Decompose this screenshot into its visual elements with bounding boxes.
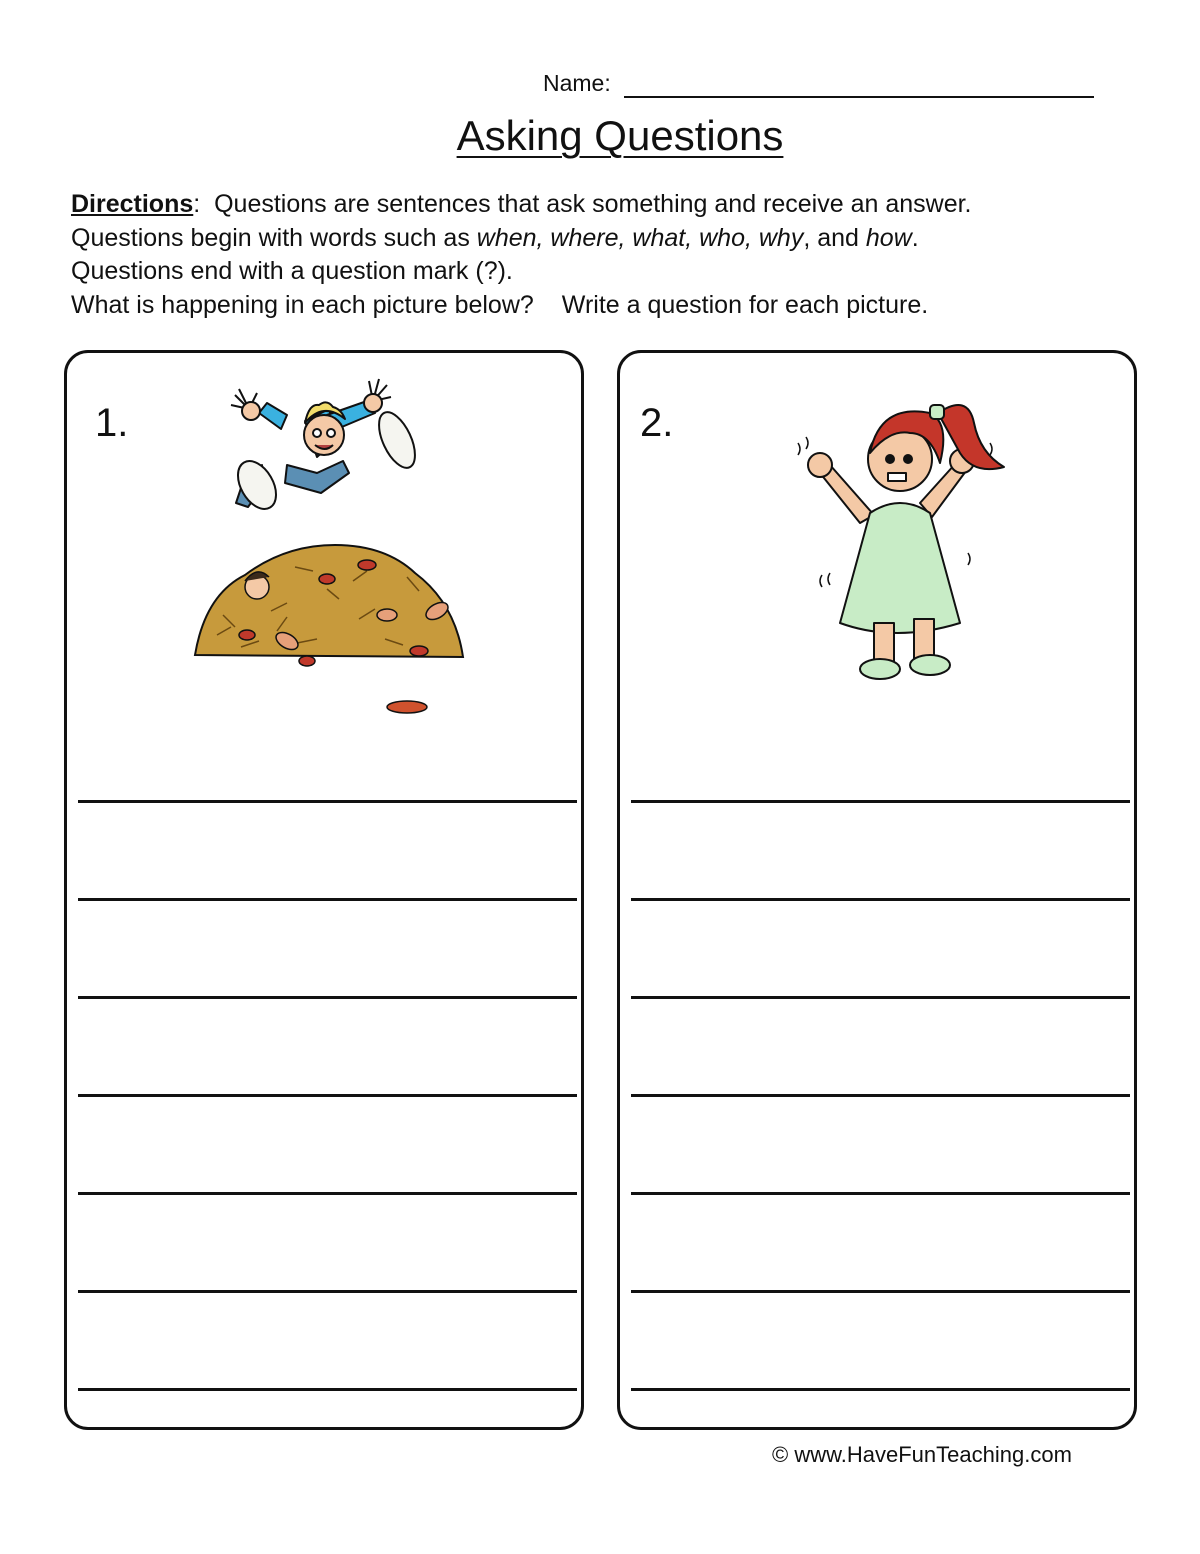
girl-waving-illustration	[790, 383, 1020, 683]
copyright-footer: © www.HaveFunTeaching.com	[772, 1442, 1072, 1467]
answer-line[interactable]	[78, 1094, 577, 1097]
directions-line-4	[71, 289, 972, 323]
answer-line[interactable]	[78, 1192, 577, 1195]
panel-number: 2.	[640, 401, 674, 445]
directions-text-4b: Write a question for each picture.	[561, 290, 929, 319]
directions-line-2: Questions begin with words such as when, where, what, who, why, and how.	[71, 223, 919, 252]
answer-line[interactable]	[78, 996, 577, 999]
answer-line[interactable]	[631, 800, 1130, 803]
name-write-line[interactable]	[624, 96, 1094, 98]
directions-block	[71, 188, 972, 322]
page-title: Asking Questions	[456, 112, 784, 159]
name-label: Name:	[543, 70, 611, 96]
question-panel-2	[617, 350, 1137, 1430]
answer-line[interactable]	[631, 1290, 1130, 1293]
question-panel-1	[64, 350, 584, 1430]
answer-line[interactable]	[78, 898, 577, 901]
directions-line-3: Questions end with a question mark (?).	[71, 257, 513, 285]
and-text: , and	[803, 223, 866, 252]
question-words: when, where, what, who, why	[476, 223, 804, 252]
last-question-word: how	[865, 223, 912, 252]
answer-line[interactable]	[78, 800, 577, 803]
directions-line-1: Directions: Questions are sentences that ask something and receive an answer.	[71, 190, 972, 218]
directions-text-1: Questions are sentences that ask something and receive an answer.	[214, 190, 972, 218]
directions-text-2: Questions begin with words such as	[71, 223, 477, 252]
panel-number: 1.	[95, 401, 129, 445]
answer-line[interactable]	[631, 1192, 1130, 1195]
directions-text-4a: What is happening in each picture below?	[71, 290, 534, 319]
answer-line[interactable]	[631, 1388, 1130, 1391]
answer-line[interactable]	[78, 1388, 577, 1391]
answer-line[interactable]	[631, 1094, 1130, 1097]
directions-label: Directions	[71, 190, 194, 218]
answer-line[interactable]	[631, 898, 1130, 901]
answer-line[interactable]	[631, 996, 1130, 999]
answer-line[interactable]	[78, 1290, 577, 1293]
leaf-pile-boy-illustration	[187, 365, 487, 715]
